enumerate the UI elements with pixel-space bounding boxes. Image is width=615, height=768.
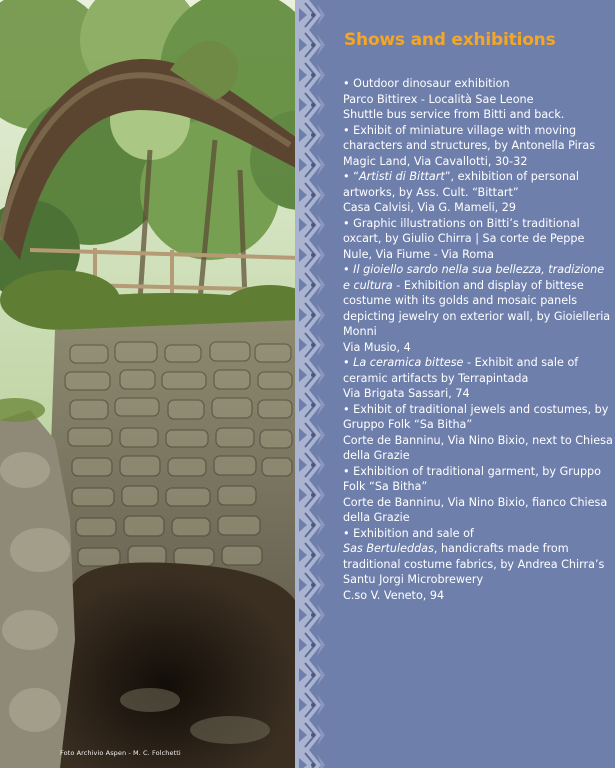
event-description-suffix: - Exhibit and sale of ceramic artifacts by Terrapintada — [343, 356, 579, 385]
event-venue: C.so V. Veneto, 94 — [343, 588, 445, 602]
event-venue: Casa Calvisi, Via G. Mameli, 29 — [343, 201, 517, 214]
event-description: • Exhibit of traditional jewels and costumes, by Gruppo Folk “Sa Bitha” — [343, 402, 609, 431]
event-item — [343, 76, 613, 123]
event-description-prefix: • — [343, 356, 354, 369]
event-item — [343, 216, 613, 263]
event-venue: Parco Bittirex - Località Sae Leone — [343, 92, 534, 106]
event-description-prefix: • Exhibition and sale of — [343, 526, 474, 540]
page-title: Shows and exhibitions — [344, 30, 556, 50]
event-item — [343, 355, 613, 402]
event-description-prefix: • — [343, 263, 354, 276]
photo-credit: Foto Archivio Aspen - M. C. Folchetti — [60, 749, 181, 757]
event-italic-title: Il gioiello sardo nella sua bellezza, tradizione e cultura — [343, 263, 605, 292]
event-description: • Exhibition of traditional garment, by Gruppo Folk “Sa Bitha” — [343, 464, 601, 493]
event-description-prefix: • “ — [343, 170, 359, 183]
event-note: Shuttle bus service from Bitti and back. — [343, 108, 565, 121]
event-description: • Exhibit of miniature village with moving characters and structures, by Antonella Piras — [343, 123, 596, 152]
event-italic-title: Sas Bertuleddas — [343, 542, 434, 555]
event-venue: Magic Land, Via Cavallotti, 30-32 — [343, 154, 528, 168]
event-description: • Graphic illustrations on Bitti’s traditional oxcart, by Giulio Chirra | Sa corte de Peppe Nule, Via Fiume - Via Roma — [343, 216, 585, 261]
event-item — [343, 402, 613, 464]
event-venue: Via Brigata Sassari, 74 — [343, 387, 470, 400]
event-item — [343, 169, 613, 216]
event-venue: Corte de Banninu, Via Nino Bixio, fianco Chiesa della Grazie — [343, 495, 608, 524]
event-title: • Outdoor dinosaur exhibition — [343, 77, 510, 90]
event-item — [343, 262, 613, 355]
event-italic-title: Artisti di Bittart — [358, 170, 445, 183]
event-description-suffix: , handicrafts made from traditional costume fabrics, by Andrea Chirra’s Santu Jorgi Microbrewery — [343, 542, 605, 586]
events-list — [343, 76, 613, 603]
event-venue: Via Musio, 4 — [343, 340, 411, 354]
event-description-suffix: ”, exhibition of personal artworks, by Ass. Cult. “Bittart” — [343, 170, 580, 199]
event-italic-title: La ceramica bittese — [353, 356, 464, 369]
event-item — [343, 526, 613, 604]
event-item — [343, 464, 613, 526]
event-venue: Corte de Banninu, Via Nino Bixio, next to Chiesa della Grazie — [343, 433, 613, 462]
event-description-suffix: - Exhibition and display of bittese costume with its golds and mosaic panels depicting jewelry on exterior wall, by Gioielleria Monni — [343, 278, 611, 338]
event-item — [343, 123, 613, 170]
text-panel — [328, 0, 615, 768]
